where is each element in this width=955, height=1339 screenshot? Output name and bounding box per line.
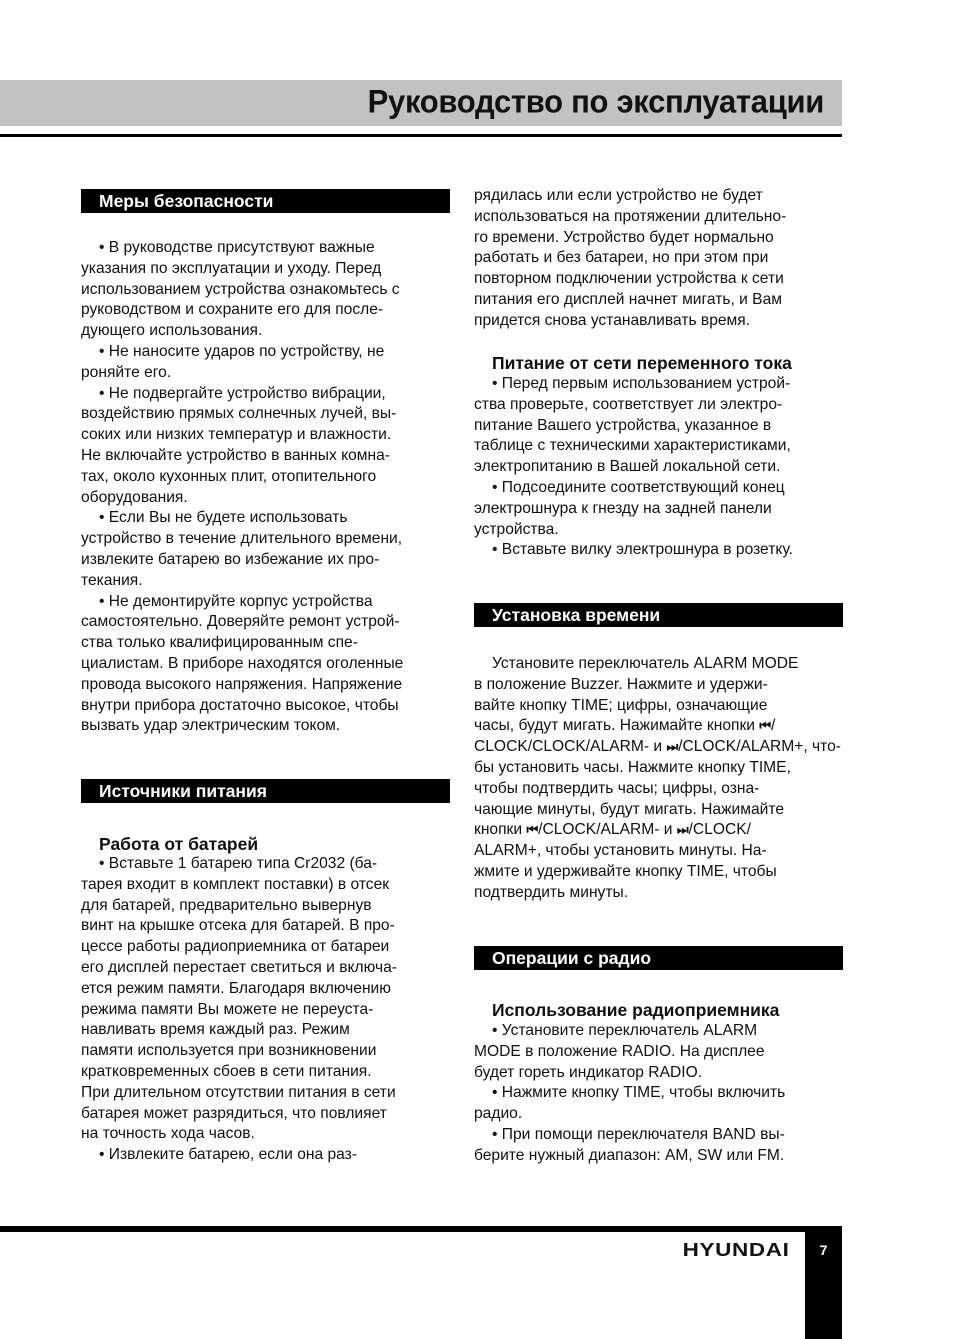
text-line: текания. [81,571,143,589]
text-line: • Если Вы не будете использовать [99,509,348,527]
text-line: • Извлеките батарею, если она раз- [99,1146,358,1164]
text-line: использованием устройства ознакомьтесь с [81,280,400,298]
next-track-icon: ⏭ [666,739,676,755]
text-fragment: /CLOCK/ALARM+, что- [678,738,841,756]
text-line: на точность хода часов. [81,1125,255,1143]
text-line: провода высокого напряжения. Напряжение [81,675,403,693]
text-line: • Вставьте 1 батарею типа Cr2032 (ба- [99,855,378,872]
section-title-radio: Операции с радио [474,946,843,970]
text-line: • Вставьте вилку электрошнура в розетку. [492,541,793,559]
text-line: При длительном отсутствии питания в сети [81,1083,396,1101]
text-line: ства проверьте, соответствует ли электро- [474,395,783,413]
text-line: • Установите переключатель ALARM [492,1022,758,1039]
footer-divider [0,1226,842,1232]
text-line: дующего использования. [81,322,263,340]
text-line: ства только квалифицированным спе- [81,634,358,652]
text-line: питания его дисплей начнет мигать, и Вам [474,290,782,308]
text-line: го времени. Устройство будет нормально [474,228,774,246]
page-number: 7 [819,1242,828,1258]
text-line: кратковременных сбоев в сети питания. [81,1062,372,1080]
text-line: жмите и удерживайте кнопку TIME, чтобы [474,862,777,880]
page-title: Руководство по эксплуатации [367,83,824,120]
subsection-title-radio-usage: Использование радиоприемника [492,1000,780,1020]
text-line: подтвердить минуты. [474,883,629,901]
text-line: извлеките батарею во избежание их про- [81,550,380,568]
text-line: указания по эксплуатации и уходу. Перед [81,259,382,277]
text-line: • При помощи переключателя BAND вы- [492,1125,785,1143]
section-title-power: Источники питания [81,779,450,803]
subsection-title-ac-power: Питание от сети переменного тока [492,353,792,373]
text-line: для батарей, предварительно вывернув [81,896,372,914]
radio-text [474,1021,843,1167]
text-line: навливать время каждый раз. Режим [81,1021,350,1039]
text-line [474,820,843,841]
text-line: цессе работы радиоприемника от батареи [81,938,390,956]
text-line: внутри прибора достаточно высокое, чтобы [81,696,399,714]
header-divider [0,134,842,137]
text-line: MODE в положение RADIO. На дисплее [474,1042,765,1060]
text-line: электропитанию в Вашей локальной сети. [474,458,781,476]
text-line: бы установить часы. Нажмите кнопку TIME, [474,758,791,776]
text-line: устройства. [474,520,559,538]
text-line: чающие минуты, будут мигать. Нажимайте [474,800,784,818]
text-line: памяти используется при возникновении [81,1042,377,1060]
previous-track-icon: ⏮ [759,718,769,734]
text-line: устройство в течение длительного времени, [81,530,403,548]
text-line: чтобы подтвердить часы; цифры, озна- [474,779,760,797]
text-fragment: /CLOCK/ [688,821,751,839]
brand-logo: HYUNDAI [683,1240,790,1260]
text-line: электрошнура к гнезду на задней панели [474,499,772,517]
text-line: циалистам. В приборе находятся оголенные [81,654,404,672]
previous-track-icon: ⏮ [526,822,536,838]
text-line: вызвать удар электрическим током. [81,717,341,735]
time-setting-text [474,654,843,904]
text-line: берите нужный диапазон: AM, SW или FM. [474,1146,785,1164]
text-line: тарея входит в комплект поставки) в отсек [81,875,390,893]
text-line: в положение Buzzer. Нажмите и удержи- [474,675,768,693]
header-band [0,80,842,126]
text-line: • Подсоедините соответствующий конец [492,478,785,496]
text-line: радио. [474,1105,523,1123]
text-line: роняйте его. [81,363,172,381]
text-line: • Не демонтируйте корпус устройства [99,592,373,610]
battery-text [81,854,450,1166]
text-line: • В руководстве присутствуют важные [99,239,375,256]
next-track-icon: ⏭ [676,822,686,838]
text-line: ется режим памяти. Благодаря включению [81,979,391,997]
ac-power-text [474,374,843,561]
text-line: использоваться на протяжении длительно- [474,207,787,225]
text-line: рядилась или если устройство не будет [474,187,763,204]
text-line: режима памяти Вы можете не переуста- [81,1000,374,1018]
text-line: его дисплей перестает светиться и включа- [81,958,397,976]
text-fragment: /CLOCK/ALARM- и [527,738,663,756]
text-line: работать и без батареи, но при этом при [474,249,769,267]
text-line: • Не наносите ударов по устройству, не [99,342,385,360]
text-line: воздействию прямых солнечных лучей, вы- [81,405,397,423]
text-line: Установите переключатель ALARM MODE [492,655,799,672]
text-line: • Нажмите кнопку TIME, чтобы включить [492,1084,786,1102]
safety-text [81,238,450,737]
text-line: винт на крышке отсека для батарей. В про- [81,917,395,935]
text-line: руководством и сохраните его для после- [81,301,384,319]
text-line: часы, будут мигать. Нажимайте кнопки ⏮ / [474,717,776,735]
text-line: • Перед первым использованием устрой- [492,375,791,392]
text-line: ALARM+, чтобы установить минуты. На- [474,842,767,860]
text-line: самостоятельно. Доверяйте ремонт устрой- [81,613,400,631]
page-number-tab [805,1226,842,1339]
text-line: CLOCK/CLOCK/ALARM- и ⏭ /CLOCK/ALARM+, что- [474,738,841,756]
text-line: соких или низких температур и влажности. [81,426,392,444]
battery-text-continued [474,186,843,332]
text-line: будет гореть индикатор RADIO. [474,1063,703,1081]
text-line: повторном подключении устройства к сети [474,270,784,288]
text-line: Не включайте устройство в ванных комна- [81,446,390,464]
text-line: • Не подвергайте устройство вибрации, [99,384,386,402]
text-line: придется снова устанавливать время. [474,311,751,329]
text-line: оборудования. [81,488,188,506]
text-line: тах, около кухонных плит, отопительного [81,467,377,485]
text-line: питание Вашего устройства, указанное в [474,416,772,434]
section-title-safety: Меры безопасности [81,189,450,213]
subsection-title-battery: Работа от батарей [99,834,259,854]
text-line: вайте кнопку TIME; цифры, означающие [474,696,768,714]
text-fragment: кнопки [474,821,523,839]
section-title-time-setting: Установка времени [474,603,843,627]
text-fragment: /CLOCK/ALARM- и [538,821,673,839]
text-line: таблице с техническими характеристиками, [474,437,791,455]
text-line: батарея может разрядиться, что повлияет [81,1104,387,1122]
text-fragment: часы, будут мигать. Нажимайте кнопки [474,717,755,735]
